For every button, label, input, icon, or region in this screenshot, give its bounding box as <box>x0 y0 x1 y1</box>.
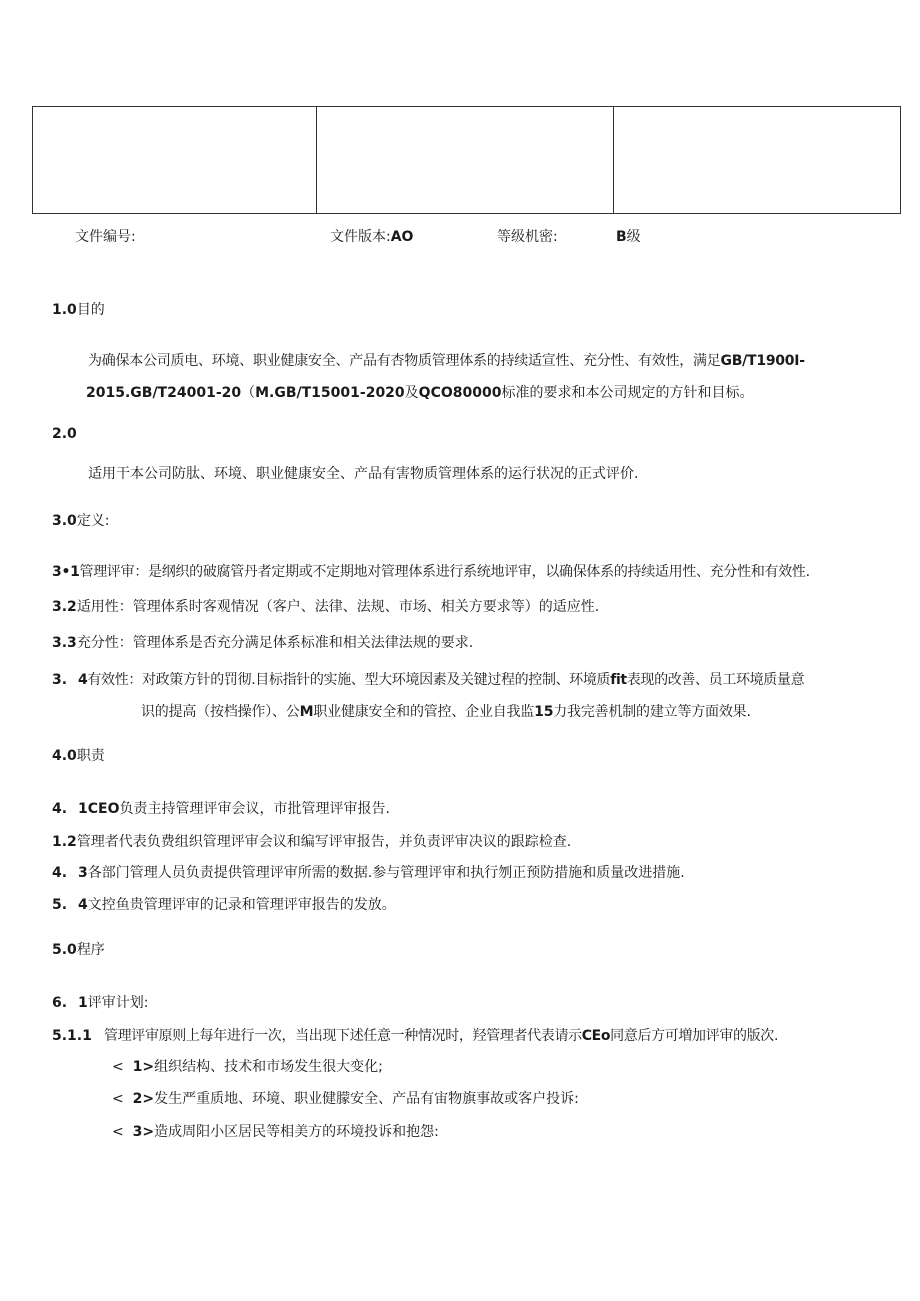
resp-4-3-number-b: 3 <box>78 865 88 881</box>
resp-4-2-number: 1.2 <box>52 834 77 850</box>
def-3-4-l1-b: fit <box>610 672 627 688</box>
item-2-open: < <box>112 1091 124 1107</box>
condition-item-1 <box>112 1057 383 1077</box>
responsibility-4-2 <box>52 832 571 852</box>
def-3-3-number: 3.3 <box>52 635 77 651</box>
section-1-line-1 <box>88 351 805 371</box>
proc-5-1-title: 评审计划: <box>87 995 149 1011</box>
header-table <box>32 106 901 214</box>
responsibility-4-1 <box>78 799 390 819</box>
doc-version-label: 文件版本: <box>330 229 391 245</box>
procedure-5-1 <box>78 993 148 1013</box>
definition-3-1 <box>52 562 810 582</box>
section-5-number: 5.0 <box>52 942 77 958</box>
procedure-5-1-1 <box>104 1026 778 1046</box>
section-3-number: 3.0 <box>52 513 77 529</box>
resp-4-1-number-b: 1CEO <box>78 801 120 817</box>
item-3-open: < <box>112 1124 124 1140</box>
doc-version-value: AO <box>390 229 414 245</box>
section-5-title: 程序 <box>76 942 105 958</box>
def-3-4-l2-c: 职业健康安全和的管控、企业自我监 <box>313 704 535 720</box>
header-cell-1 <box>33 107 317 213</box>
secrecy-grade: B <box>616 229 627 245</box>
def-3-4-number-a: 3. <box>52 672 68 688</box>
condition-item-2 <box>112 1089 579 1109</box>
doc-number-label: 文件编号: <box>75 229 136 245</box>
section-1-title: 目的 <box>76 302 105 318</box>
section-3-heading <box>52 511 110 531</box>
definition-3-4-line-1 <box>78 670 804 690</box>
resp-4-2-text: 管理者代表负费组织管理评审会议和编写评审报告，并负责评审决议的跟踪检查. <box>76 834 572 850</box>
item-3-text: 造成周阳小区居民等相美方的环境投诉和抱怨: <box>154 1124 439 1140</box>
item-2-number: 2> <box>132 1091 155 1107</box>
def-3-1-number: 3•1 <box>52 564 80 580</box>
resp-4-4-text: 文控鱼贵管理评审的记录和管理评审报告的发放。 <box>87 897 396 913</box>
s1-l2-d: 及 <box>404 385 419 401</box>
resp-4-3-number-a: 4. <box>52 865 68 881</box>
def-3-4-l1-a: 有效性：对政策方针的罚彻.目标指针的实施、型大环境因素及关键过程的控制、环境质 <box>87 672 611 688</box>
s1-l2-b: （ <box>241 385 256 401</box>
def-3-4-l2-b: M <box>299 704 314 720</box>
section-3-title: 定义: <box>76 513 110 529</box>
definition-3-3 <box>52 633 473 653</box>
resp-4-1-number-a: 4. <box>52 801 68 817</box>
s1-l2-a: 2015.GB/T24001-20 <box>86 385 242 401</box>
header-cell-3 <box>614 107 900 213</box>
item-2-text: 发生严重质地、环境、职业健朦安全、产品有宙物旗事故或客户投诉: <box>154 1091 579 1107</box>
section-1-number: 1.0 <box>52 302 77 318</box>
resp-4-3-text: 各部门管理人员负责提供管理评审所需的数据.参与管理评审和执行刎正预防措施和质量改进措施. <box>87 865 685 881</box>
section-2-number: 2.0 <box>52 426 77 442</box>
proc-5-1-number-a: 6. <box>52 995 68 1011</box>
item-1-open: < <box>112 1059 124 1075</box>
proc-5-1-1-text-b: CEo <box>581 1028 611 1044</box>
condition-item-3 <box>112 1122 439 1142</box>
def-3-4-l1-c: 表现的改善、员工环境质量意 <box>626 672 805 688</box>
def-3-4-l2-a: 识的提高（按档操作）、公 <box>141 704 300 720</box>
section-4-title: 职责 <box>76 748 105 764</box>
definition-3-4-line-2 <box>141 702 751 722</box>
responsibility-4-3 <box>78 863 685 883</box>
section-5-heading <box>52 940 105 960</box>
definition-3-2 <box>52 597 599 617</box>
item-1-number: 1> <box>132 1059 155 1075</box>
def-3-1-text: 管理评审：是纲织的破腐管丹者定期或不定期地对管理体系进行系统地评审，以确保体系的持续适用性、充分性和有效性. <box>79 564 810 580</box>
responsibility-4-4 <box>78 895 396 915</box>
section-2-text: 适用干本公司防肽、环境、职业健康安全、产品有害物质管理体系的运行状况的正式评价. <box>88 466 639 482</box>
def-3-4-number-b: 4 <box>78 672 88 688</box>
def-3-2-text: 适用性：管理体系时客观情况（客户、法律、法规、市场、相关方要求等）的适应性. <box>76 599 600 615</box>
def-3-4-l2-d: 15 <box>534 704 554 720</box>
def-3-4-l2-e: 力我完善机制的建立等方面效果. <box>553 704 751 720</box>
s1-l2-f: 标准的要求和本公司规定的方针和目标。 <box>501 385 754 401</box>
item-3-number: 3> <box>132 1124 155 1140</box>
s1-l1-standard: GB/T1900I- <box>720 353 805 369</box>
secrecy-label: 等级机密: <box>497 229 558 245</box>
secrecy-value <box>616 227 641 247</box>
resp-4-4-number-a: 5. <box>52 897 68 913</box>
proc-5-1-1-text-a: 管理评审原则上每年进行一次，当出现下述任意一种情况时，羟管理者代表请示 <box>104 1028 582 1044</box>
header-cell-2 <box>317 107 614 213</box>
proc-5-1-1-text-c: 同意后方可増加评审的版次. <box>610 1028 779 1044</box>
section-1-line-2 <box>86 383 753 403</box>
secrecy-grade-suffix: 级 <box>626 229 641 245</box>
s1-l2-e: QCO80000 <box>418 385 502 401</box>
item-1-text: 组织结构、技术和市场发生很大变化; <box>154 1059 383 1075</box>
def-3-2-number: 3.2 <box>52 599 77 615</box>
s1-l1-text: 为确保本公司质电、环境、职业健康安全、产品有杏物质管理体系的持续适宣性、充分性、有效性，满足 <box>88 353 721 369</box>
doc-version <box>330 227 413 247</box>
section-4-heading <box>52 746 105 766</box>
resp-4-1-text: 负责主持管理评审会议，市批管理评审报告. <box>119 801 390 817</box>
proc-5-1-number-b: 1 <box>78 995 88 1011</box>
section-1-heading <box>52 300 105 320</box>
s1-l2-c: M.GB/T15001-2020 <box>255 385 405 401</box>
def-3-3-text: 充分性：管理体系是否充分满足体系标准和相关法律法规的要求. <box>76 635 474 651</box>
resp-4-4-number-b: 4 <box>78 897 88 913</box>
section-4-number: 4.0 <box>52 748 77 764</box>
proc-5-1-1-number: 5.1.1 <box>52 1028 92 1044</box>
